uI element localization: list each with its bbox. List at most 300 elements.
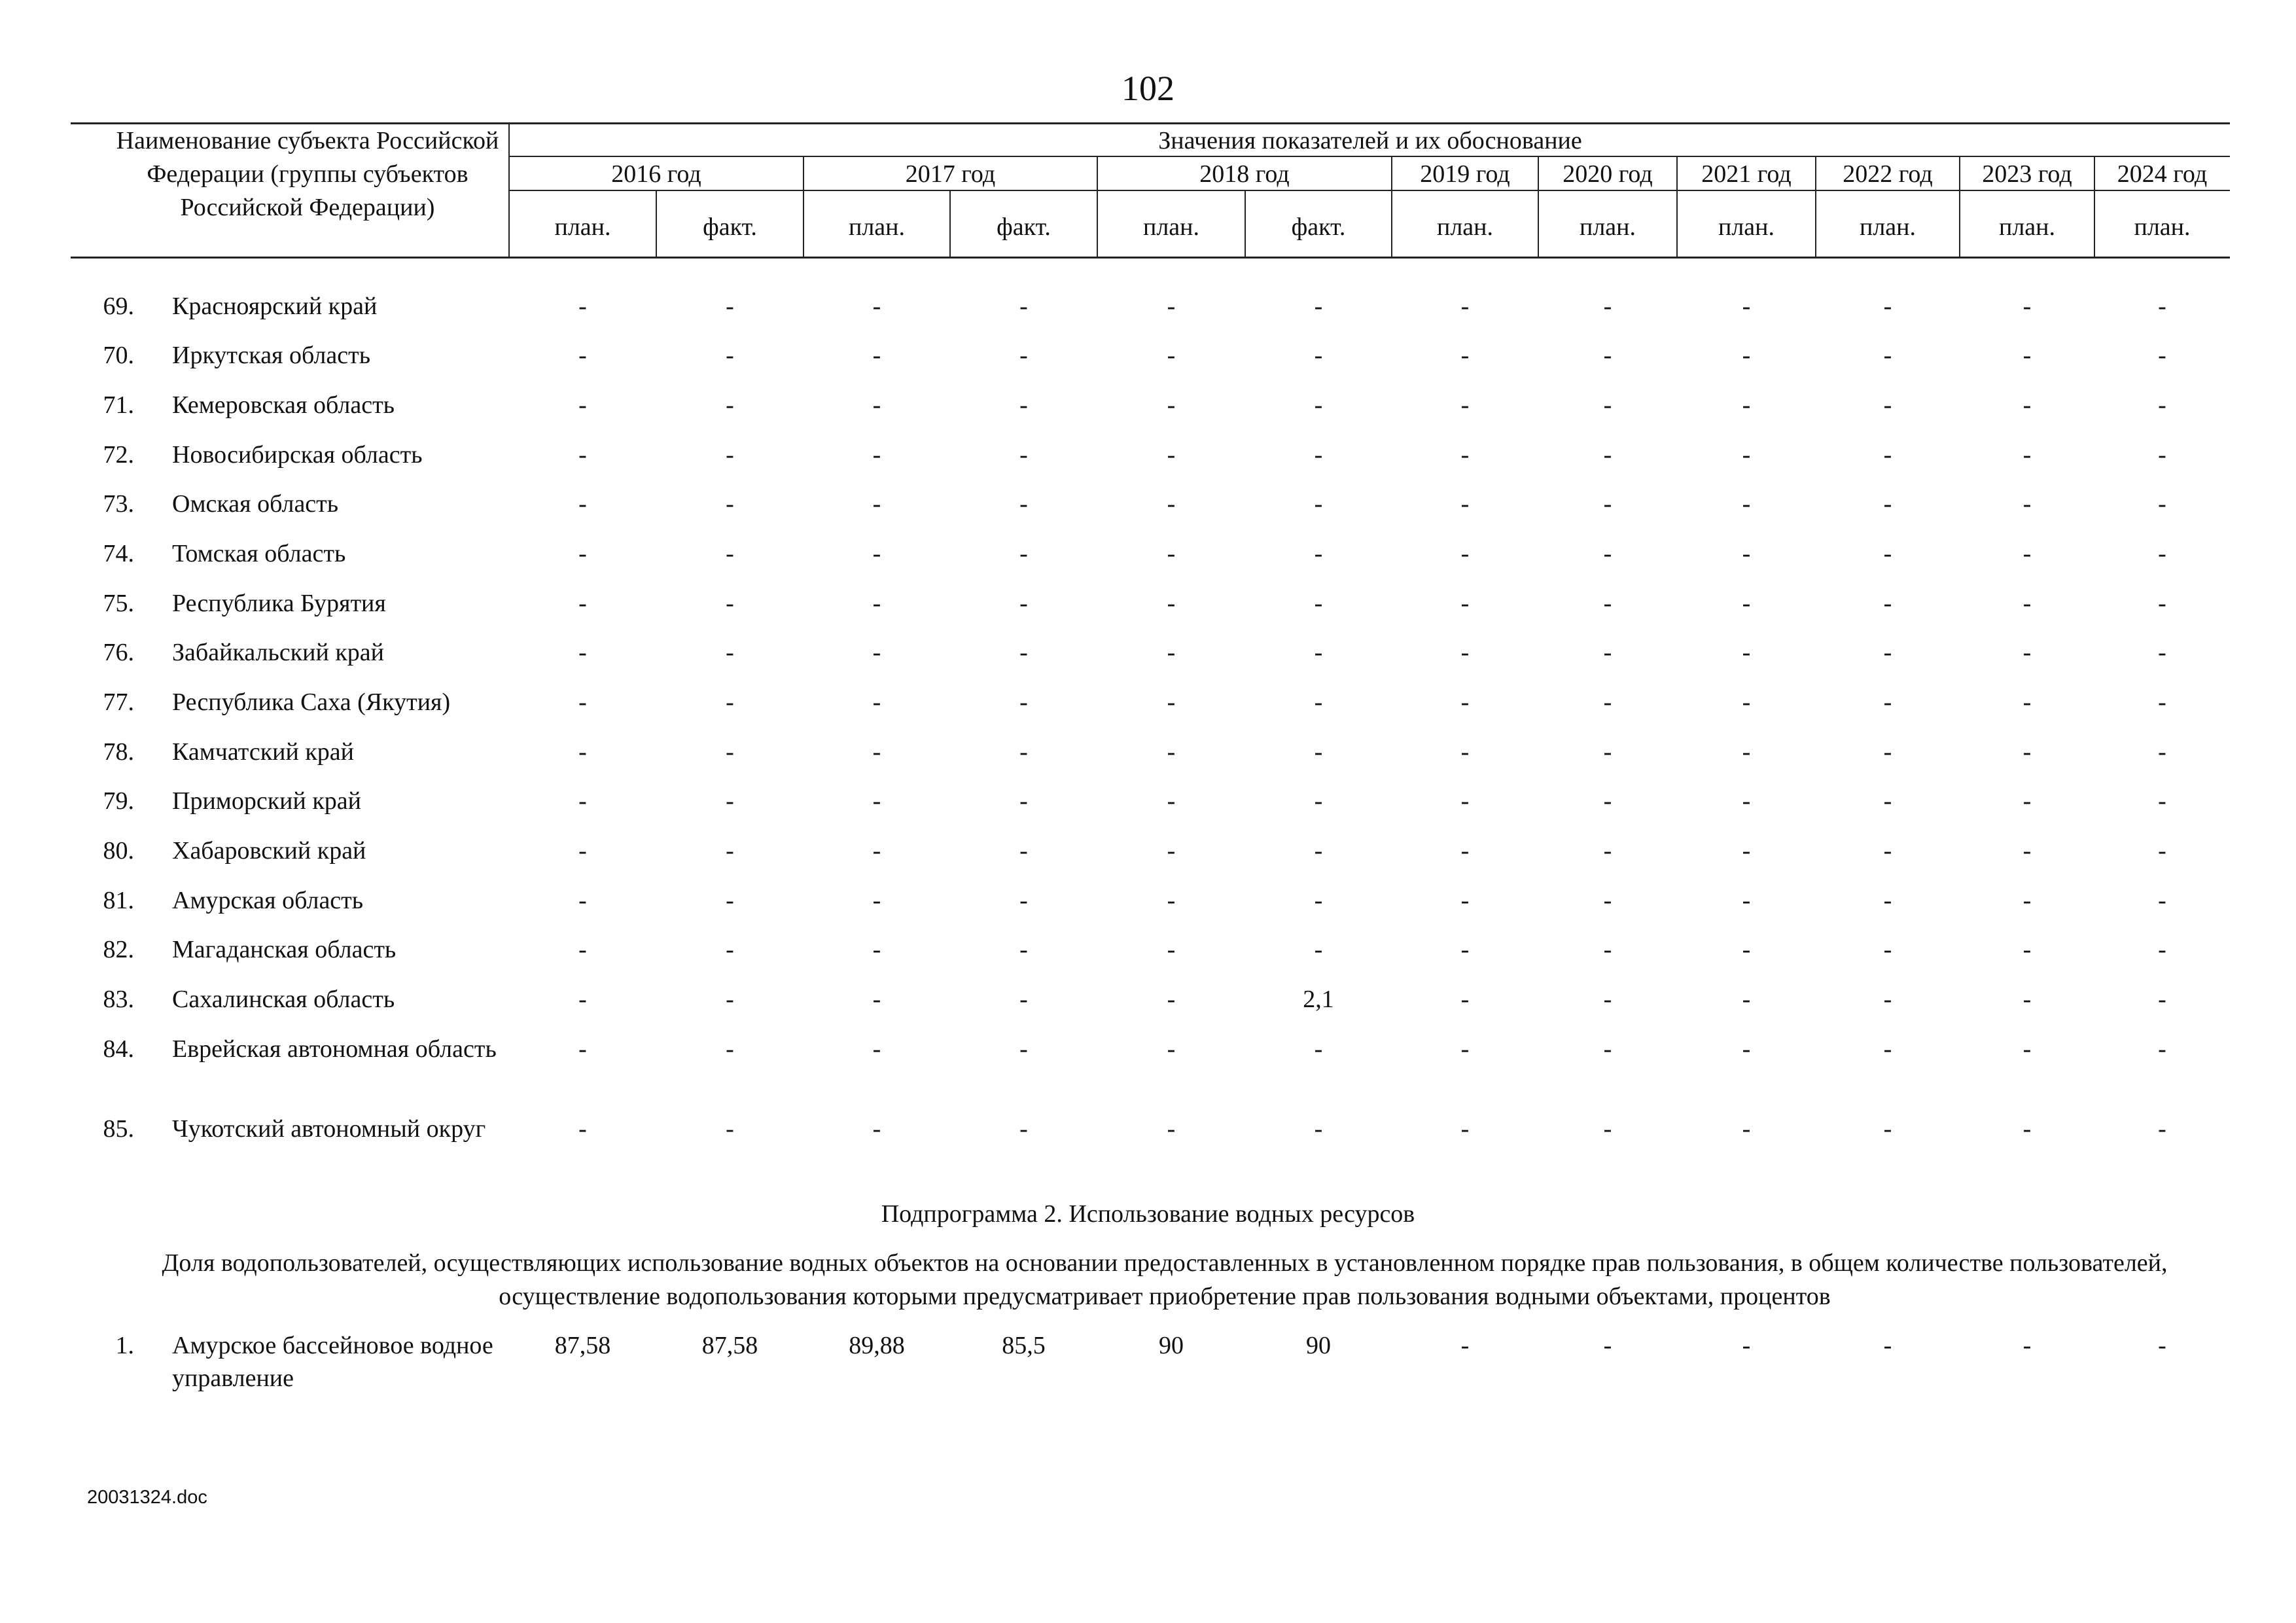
- value-cell: -: [1742, 787, 1751, 815]
- subject-name: Камчатский край: [172, 738, 354, 766]
- value-cell: -: [726, 590, 734, 617]
- value-cell: -: [1603, 1115, 1612, 1143]
- page-number: 102: [1122, 69, 1174, 108]
- subject-name: Чукотский автономный округ: [172, 1115, 486, 1143]
- value-cell: -: [1167, 1115, 1176, 1143]
- value-cell: -: [1019, 936, 1028, 963]
- value-cell: -: [2022, 936, 2032, 963]
- value-cell: -: [726, 738, 734, 766]
- value-cell: -: [1019, 441, 1028, 469]
- value-cell: -: [1603, 441, 1612, 469]
- value-cell: -: [1460, 787, 1470, 815]
- value-cell: -: [726, 441, 734, 469]
- row-number: 69.: [103, 293, 134, 320]
- value-cell: -: [1167, 787, 1176, 815]
- value-cell: -: [1314, 441, 1323, 469]
- table-row: [0, 290, 2296, 329]
- row-number: 77.: [103, 688, 134, 716]
- value-cell: -: [1742, 1035, 1751, 1063]
- value-cell: -: [1460, 837, 1470, 865]
- row-number: 78.: [103, 738, 134, 766]
- value-cell: -: [2158, 441, 2166, 469]
- year-header: 2021 год: [1701, 160, 1792, 188]
- value-cell: -: [1314, 590, 1323, 617]
- value-cell: -: [2022, 1332, 2032, 1359]
- value-cell: -: [1883, 837, 1892, 865]
- value-cell: -: [578, 293, 587, 320]
- values-header-rule: [509, 156, 2230, 157]
- year-header: 2023 год: [1982, 160, 2072, 188]
- subcolumn-header: план.: [2134, 213, 2191, 241]
- value-cell: 87,58: [554, 1332, 611, 1359]
- value-cell: -: [1019, 590, 1028, 617]
- value-cell: -: [2022, 391, 2032, 419]
- value-cell: -: [1742, 1115, 1751, 1143]
- value-cell: -: [578, 787, 587, 815]
- value-cell: -: [1019, 986, 1028, 1013]
- value-cell: -: [2158, 540, 2166, 567]
- value-cell: -: [1167, 639, 1176, 666]
- value-cell: -: [872, 1115, 881, 1143]
- value-cell: -: [1742, 639, 1751, 666]
- value-cell: -: [1603, 391, 1612, 419]
- subject-column-header: Наименование субъекта Российской Федерации (группы субъектов Российской Федерации): [116, 127, 499, 221]
- value-cell: -: [578, 837, 587, 865]
- value-cell: -: [1742, 986, 1751, 1013]
- value-cell: -: [1314, 738, 1323, 766]
- value-cell: -: [872, 590, 881, 617]
- value-cell: -: [1167, 293, 1176, 320]
- row-number: 79.: [103, 787, 134, 815]
- value-cell: -: [1883, 887, 1892, 914]
- subcolumn-header: план.: [1718, 213, 1775, 241]
- value-cell: -: [578, 738, 587, 766]
- value-cell: -: [1019, 1115, 1028, 1143]
- subcolumn-header: план.: [1436, 213, 1493, 241]
- value-cell: -: [726, 342, 734, 369]
- value-cell: -: [1742, 590, 1751, 617]
- value-cell: -: [872, 738, 881, 766]
- value-cell: -: [1603, 1332, 1612, 1359]
- subcolumn-header: план.: [554, 213, 611, 241]
- value-cell: 90: [1306, 1332, 1331, 1359]
- value-cell: -: [2158, 342, 2166, 369]
- value-cell: -: [1742, 391, 1751, 419]
- subject-name: Амурская область: [172, 887, 364, 914]
- row-number: 72.: [103, 441, 134, 469]
- table-row: [0, 587, 2296, 626]
- value-cell: -: [1314, 936, 1323, 963]
- value-cell: -: [1460, 738, 1470, 766]
- value-cell: -: [1167, 490, 1176, 518]
- table-row: [0, 1033, 2296, 1072]
- row-number: 82.: [103, 936, 134, 963]
- value-cell: -: [1742, 342, 1751, 369]
- value-cell: -: [2158, 293, 2166, 320]
- value-cell: -: [2158, 688, 2166, 716]
- value-cell: -: [1603, 986, 1612, 1013]
- value-cell: -: [1883, 936, 1892, 963]
- table-row: [0, 834, 2296, 874]
- value-cell: -: [1314, 887, 1323, 914]
- row-number: 85.: [103, 1115, 134, 1143]
- value-cell: -: [2022, 688, 2032, 716]
- subcolumn-header: план.: [1579, 213, 1636, 241]
- row-number: 83.: [103, 986, 134, 1013]
- value-cell: -: [872, 639, 881, 666]
- value-cell: -: [872, 342, 881, 369]
- value-cell: -: [1883, 639, 1892, 666]
- table-header-bottom-rule: [71, 257, 2230, 259]
- value-cell: -: [726, 1035, 734, 1063]
- value-cell: -: [1314, 1115, 1323, 1143]
- value-cell: -: [1019, 391, 1028, 419]
- value-cell: -: [578, 887, 587, 914]
- value-cell: -: [2158, 986, 2166, 1013]
- value-cell: -: [1167, 837, 1176, 865]
- value-cell: -: [1314, 1035, 1323, 1063]
- column-divider: [656, 190, 657, 257]
- value-cell: -: [1019, 540, 1028, 567]
- year-header: 2016 год: [611, 160, 701, 188]
- column-divider: [1245, 190, 1246, 257]
- value-cell: -: [2022, 887, 2032, 914]
- value-cell: -: [1167, 342, 1176, 369]
- table-row: [0, 339, 2296, 378]
- table-row: [0, 537, 2296, 577]
- value-cell: -: [1460, 986, 1470, 1013]
- value-cell: -: [1167, 738, 1176, 766]
- value-cell: -: [1167, 986, 1176, 1013]
- value-cell: -: [1742, 837, 1751, 865]
- value-cell: -: [2022, 986, 2032, 1013]
- value-cell: -: [1603, 688, 1612, 716]
- table-row: [0, 686, 2296, 725]
- value-cell: 87,58: [701, 1332, 758, 1359]
- value-cell: -: [872, 787, 881, 815]
- value-cell: -: [2158, 1332, 2166, 1359]
- value-cell: -: [1314, 837, 1323, 865]
- value-cell: -: [1019, 639, 1028, 666]
- value-cell: -: [726, 688, 734, 716]
- value-cell: -: [2022, 787, 2032, 815]
- value-cell: -: [1019, 787, 1028, 815]
- value-cell: -: [872, 837, 881, 865]
- value-cell: -: [1742, 1332, 1751, 1359]
- value-cell: -: [872, 391, 881, 419]
- value-cell: -: [1742, 490, 1751, 518]
- value-cell: -: [2158, 1115, 2166, 1143]
- value-cell: -: [578, 391, 587, 419]
- value-cell: -: [1460, 688, 1470, 716]
- value-cell: 85,5: [1002, 1332, 1046, 1359]
- value-cell: -: [578, 490, 587, 518]
- value-cell: -: [2022, 1115, 2032, 1143]
- value-cell: -: [726, 787, 734, 815]
- value-cell: -: [2022, 342, 2032, 369]
- year-header: 2020 год: [1563, 160, 1653, 188]
- value-cell: -: [872, 293, 881, 320]
- value-cell: -: [1603, 936, 1612, 963]
- value-cell: -: [1460, 391, 1470, 419]
- value-cell: -: [1460, 342, 1470, 369]
- table-row: [0, 736, 2296, 775]
- value-cell: -: [2022, 1035, 2032, 1063]
- subject-name: Новосибирская область: [172, 441, 423, 469]
- value-cell: -: [578, 590, 587, 617]
- value-cell: -: [872, 490, 881, 518]
- value-cell: -: [1460, 441, 1470, 469]
- subcolumn-header: план.: [1859, 213, 1916, 241]
- value-cell: -: [1603, 887, 1612, 914]
- value-cell: -: [1603, 787, 1612, 815]
- values-group-header: Значения показателей и их обоснование: [1158, 127, 1582, 154]
- subject-name: Республика Саха (Якутия): [172, 688, 451, 716]
- value-cell: -: [1019, 293, 1028, 320]
- value-cell: -: [1883, 293, 1892, 320]
- value-cell: -: [1314, 293, 1323, 320]
- value-cell: -: [1883, 1332, 1892, 1359]
- value-cell: -: [872, 540, 881, 567]
- value-cell: -: [2158, 1035, 2166, 1063]
- value-cell: -: [1019, 738, 1028, 766]
- value-cell: -: [578, 540, 587, 567]
- value-cell: -: [2158, 738, 2166, 766]
- row-number: 74.: [103, 540, 134, 567]
- value-cell: -: [1167, 688, 1176, 716]
- year-header: 2019 год: [1420, 160, 1510, 188]
- value-cell: 89,88: [849, 1332, 905, 1359]
- value-cell: -: [872, 887, 881, 914]
- value-cell: -: [1603, 1035, 1612, 1063]
- subject-name: Иркутская область: [172, 342, 371, 369]
- table-row: [0, 438, 2296, 478]
- value-cell: -: [726, 837, 734, 865]
- value-cell: -: [1883, 738, 1892, 766]
- subject-name: Республика Бурятия: [172, 590, 386, 617]
- value-cell: -: [1460, 490, 1470, 518]
- value-cell: -: [1019, 887, 1028, 914]
- value-cell: -: [726, 293, 734, 320]
- value-cell: -: [1742, 293, 1751, 320]
- value-cell: -: [1742, 887, 1751, 914]
- subject-name: Кемеровская область: [172, 391, 395, 419]
- value-cell: -: [2022, 441, 2032, 469]
- value-cell: -: [2022, 293, 2032, 320]
- year-header: 2018 год: [1199, 160, 1290, 188]
- value-cell: -: [1742, 441, 1751, 469]
- value-cell: -: [2158, 639, 2166, 666]
- subject-name: Сахалинская область: [172, 986, 395, 1013]
- value-cell: -: [578, 1035, 587, 1063]
- value-cell: -: [1883, 391, 1892, 419]
- value-cell: -: [1019, 490, 1028, 518]
- value-cell: -: [1167, 590, 1176, 617]
- value-cell: -: [2022, 490, 2032, 518]
- value-cell: -: [1742, 688, 1751, 716]
- subcolumn-header: факт.: [1291, 213, 1346, 241]
- value-cell: -: [1460, 540, 1470, 567]
- value-cell: -: [1314, 639, 1323, 666]
- value-cell: -: [1883, 986, 1892, 1013]
- table-row: [0, 933, 2296, 972]
- value-cell: -: [1883, 441, 1892, 469]
- value-cell: -: [1603, 293, 1612, 320]
- value-cell: -: [2022, 837, 2032, 865]
- subject-name: Красноярский край: [172, 293, 378, 320]
- value-cell: -: [872, 986, 881, 1013]
- value-cell: -: [726, 887, 734, 914]
- value-cell: -: [2158, 837, 2166, 865]
- year-header: 2017 год: [905, 160, 996, 188]
- value-cell: -: [1883, 590, 1892, 617]
- value-cell: -: [1167, 441, 1176, 469]
- value-cell: -: [1460, 887, 1470, 914]
- value-cell: -: [1603, 738, 1612, 766]
- value-cell: 90: [1159, 1332, 1184, 1359]
- value-cell: -: [1742, 540, 1751, 567]
- value-cell: -: [2158, 391, 2166, 419]
- indicator-description: Доля водопользователей, осуществляющих использование водных объектов на основании предоставленных в установленном порядке прав пользования, в общем количестве пользователей, осуществление водопользования которыми предусматривает приобретение прав пользования водными объектами, процентов: [162, 1249, 2168, 1310]
- value-cell: -: [1460, 1332, 1470, 1359]
- subject-name: Магаданская область: [172, 936, 397, 963]
- subject-name: Амурское бассейновое водное управление: [172, 1332, 493, 1392]
- subject-name: Омская область: [172, 490, 339, 518]
- table-row: [0, 636, 2296, 675]
- value-cell: -: [578, 936, 587, 963]
- value-cell: -: [872, 1035, 881, 1063]
- row-number: 80.: [103, 837, 134, 865]
- value-cell: -: [1603, 540, 1612, 567]
- table-row: [0, 983, 2296, 1022]
- value-cell: -: [2158, 787, 2166, 815]
- value-cell: -: [578, 441, 587, 469]
- subcolumn-header: план.: [1142, 213, 1199, 241]
- table-row: [0, 1113, 2296, 1152]
- subcolumn-header: план.: [1998, 213, 2055, 241]
- value-cell: -: [1019, 837, 1028, 865]
- value-cell: -: [1603, 342, 1612, 369]
- row-number: 84.: [103, 1035, 134, 1063]
- value-cell: -: [1314, 342, 1323, 369]
- value-cell: -: [578, 986, 587, 1013]
- value-cell: -: [1460, 293, 1470, 320]
- value-cell: -: [1742, 936, 1751, 963]
- value-cell: -: [1883, 342, 1892, 369]
- value-cell: -: [1883, 688, 1892, 716]
- value-cell: -: [1314, 540, 1323, 567]
- value-cell: -: [1314, 391, 1323, 419]
- value-cell: -: [1460, 639, 1470, 666]
- value-cell: -: [1314, 490, 1323, 518]
- value-cell: -: [1460, 590, 1470, 617]
- value-cell: -: [726, 540, 734, 567]
- value-cell: -: [578, 1115, 587, 1143]
- value-cell: -: [1883, 1035, 1892, 1063]
- value-cell: -: [1603, 639, 1612, 666]
- row-number: 81.: [103, 887, 134, 914]
- table-row: [0, 1329, 2296, 1392]
- table-row: [0, 488, 2296, 527]
- row-number: 75.: [103, 590, 134, 617]
- value-cell: -: [1460, 936, 1470, 963]
- value-cell: -: [1603, 490, 1612, 518]
- value-cell: -: [2158, 936, 2166, 963]
- value-cell: -: [2158, 887, 2166, 914]
- row-number: 76.: [103, 639, 134, 666]
- value-cell: -: [1460, 1035, 1470, 1063]
- value-cell: -: [1167, 540, 1176, 567]
- value-cell: -: [726, 639, 734, 666]
- value-cell: -: [2158, 490, 2166, 518]
- value-cell: -: [872, 688, 881, 716]
- subject-name: Хабаровский край: [172, 837, 366, 865]
- value-cell: -: [1019, 688, 1028, 716]
- value-cell: -: [1167, 1035, 1176, 1063]
- value-cell: -: [1314, 688, 1323, 716]
- subject-name: Томская область: [172, 540, 346, 567]
- value-cell: -: [2022, 738, 2032, 766]
- value-cell: -: [1019, 342, 1028, 369]
- value-cell: -: [726, 490, 734, 518]
- subprogram-title: Подпрограмма 2. Использование водных ресурсов: [881, 1200, 1415, 1228]
- value-cell: -: [726, 986, 734, 1013]
- value-cell: -: [2022, 639, 2032, 666]
- subcolumn-header: факт.: [703, 213, 757, 241]
- value-cell: -: [1314, 787, 1323, 815]
- value-cell: -: [2022, 590, 2032, 617]
- value-cell: 2,1: [1303, 986, 1334, 1013]
- value-cell: -: [1167, 887, 1176, 914]
- table-row: [0, 389, 2296, 428]
- value-cell: -: [1883, 540, 1892, 567]
- value-cell: -: [1167, 391, 1176, 419]
- column-divider: [949, 190, 951, 257]
- table-row: [0, 884, 2296, 923]
- subject-name: Забайкальский край: [172, 639, 384, 666]
- value-cell: -: [1883, 787, 1892, 815]
- value-cell: -: [1742, 738, 1751, 766]
- subcolumn-header: факт.: [997, 213, 1051, 241]
- value-cell: -: [578, 342, 587, 369]
- value-cell: -: [578, 688, 587, 716]
- table-row: [0, 785, 2296, 824]
- value-cell: -: [872, 936, 881, 963]
- subject-name: Еврейская автономная область: [172, 1035, 497, 1063]
- subcolumn-header: план.: [848, 213, 905, 241]
- row-number: 71.: [103, 391, 134, 419]
- value-cell: -: [1883, 1115, 1892, 1143]
- document-filename: 20031324.doc: [87, 1487, 207, 1508]
- value-cell: -: [2158, 590, 2166, 617]
- value-cell: -: [726, 1115, 734, 1143]
- value-cell: -: [726, 936, 734, 963]
- value-cell: -: [2022, 540, 2032, 567]
- value-cell: -: [1603, 837, 1612, 865]
- row-number: 1.: [115, 1332, 134, 1359]
- value-cell: -: [872, 441, 881, 469]
- row-number: 73.: [103, 490, 134, 518]
- value-cell: -: [1167, 936, 1176, 963]
- value-cell: -: [578, 639, 587, 666]
- subject-name: Приморский край: [172, 787, 361, 815]
- row-number: 70.: [103, 342, 134, 369]
- value-cell: -: [726, 391, 734, 419]
- value-cell: -: [1603, 590, 1612, 617]
- year-header: 2024 год: [2117, 160, 2208, 188]
- value-cell: -: [1460, 1115, 1470, 1143]
- year-header: 2022 год: [1843, 160, 1933, 188]
